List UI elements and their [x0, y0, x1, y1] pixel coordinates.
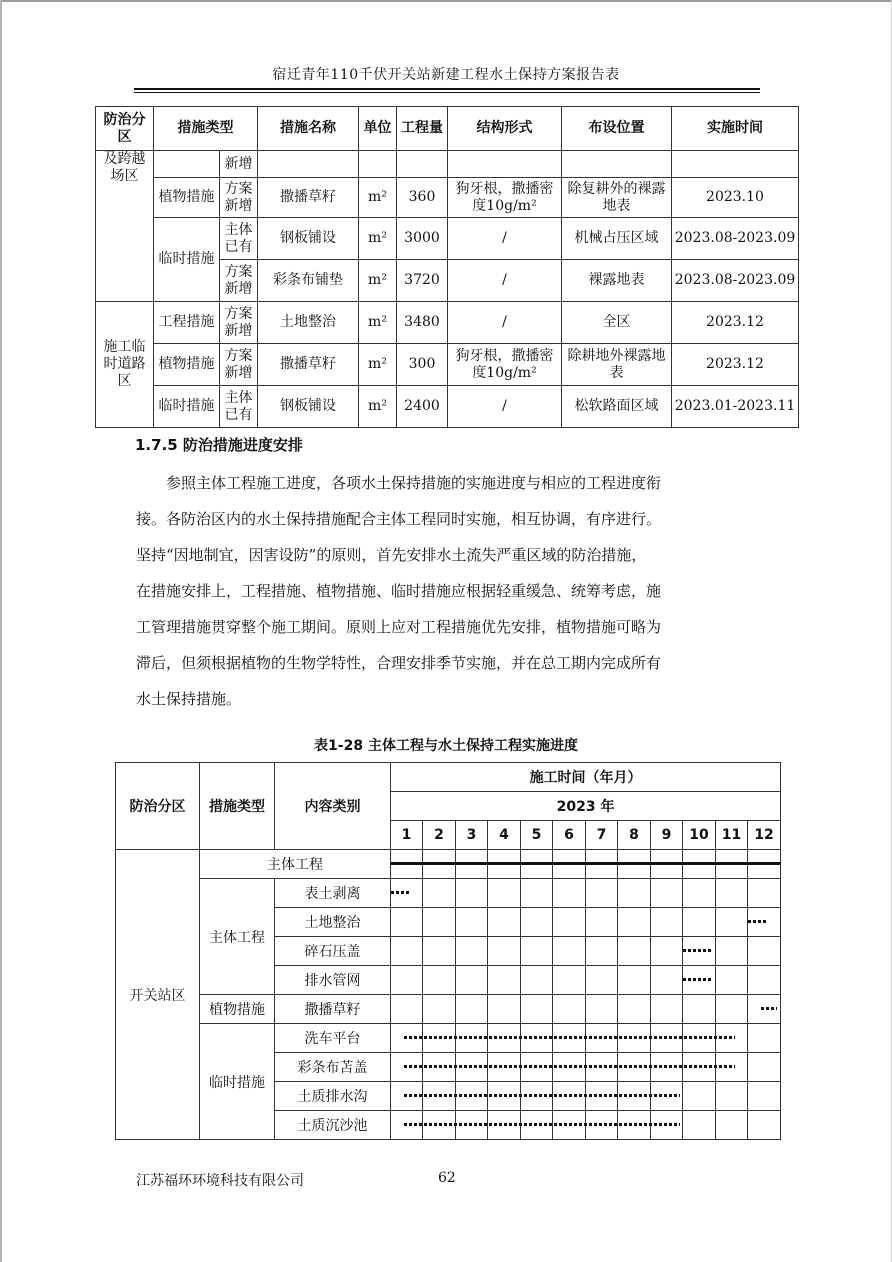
unit-cell: m²: [359, 260, 397, 302]
time-cell: [672, 151, 799, 178]
schedule-row: [116, 995, 781, 1024]
measures-table: [95, 106, 799, 428]
time-cell: 2023.12: [672, 344, 799, 386]
footer-company: 江苏福环环境科技有限公司: [136, 1173, 304, 1189]
section-heading: 1.7.5 防治措施进度安排: [135, 436, 303, 454]
quantity-cell: 3480: [397, 302, 448, 344]
measure-name-cell: 钢板铺设: [258, 386, 359, 428]
header-measure-type: 措施类型: [154, 107, 258, 151]
table-row: [96, 178, 799, 218]
measure-type-cell: 植物措施: [200, 995, 275, 1024]
content-cell: 撒播草籽: [275, 995, 391, 1024]
status-cell: 方案新增: [220, 260, 258, 302]
time-cell: 2023.10: [672, 178, 799, 218]
location-cell: 松软路面区域: [562, 386, 672, 428]
schedule-row: [116, 1024, 781, 1053]
header-zone: 防治分区: [116, 763, 200, 850]
unit-cell: m²: [359, 302, 397, 344]
quantity-cell: 360: [397, 178, 448, 218]
content-cell: 表土剥离: [275, 879, 391, 908]
header-time: 实施时间: [672, 107, 799, 151]
structure-cell: /: [448, 386, 562, 428]
month-header: 3: [456, 821, 488, 850]
month-header: 2: [423, 821, 456, 850]
page-left-border: [0, 0, 2, 1262]
time-cell: 2023.01-2023.11: [672, 386, 799, 428]
content-cell: 彩条布苫盖: [275, 1053, 391, 1082]
table-row: [96, 218, 799, 260]
unit-cell: m²: [359, 178, 397, 218]
header-unit: 单位: [359, 107, 397, 151]
table-row: [96, 344, 799, 386]
header-measure-name: 措施名称: [258, 107, 359, 151]
unit-cell: m²: [359, 218, 397, 260]
month-header: 9: [651, 821, 683, 850]
schedule-row: [116, 879, 781, 908]
page-top-border: [0, 0, 892, 2]
measure-type-cell: 临时措施: [154, 386, 220, 428]
paragraph-line: 水土保持措施。: [136, 690, 242, 708]
zone-cell: 及跨越场区: [96, 151, 154, 302]
measure-type-cell: 植物措施: [154, 344, 220, 386]
location-cell: 机械占压区域: [562, 218, 672, 260]
month-header: 4: [488, 821, 521, 850]
header-time-group: 施工时间（年月）: [391, 763, 781, 792]
zone-cell: 施工临时道路区: [96, 302, 154, 428]
measure-type-cell: 工程措施: [154, 302, 220, 344]
paragraph-line: 接。各防治区内的水土保持措施配合主体工程同时实施，相互协调，有序进行。: [136, 510, 662, 528]
schedule-table: [115, 762, 781, 1140]
section-paragraph: [136, 465, 759, 717]
content-cell: 土质排水沟: [275, 1082, 391, 1111]
unit-cell: [359, 151, 397, 178]
paragraph-line: 滞后，但须根据植物的生物学特性，合理安排季节实施，并在总工期内完成所有: [136, 654, 662, 672]
content-cell: 排水管网: [275, 966, 391, 995]
zone-cell: 开关站区: [116, 850, 200, 1140]
status-cell: 方案新增: [220, 344, 258, 386]
header-content: 内容类别: [275, 763, 391, 850]
table-row: [96, 302, 799, 344]
measure-name-cell: 撒播草籽: [258, 178, 359, 218]
page-number: 62: [438, 1170, 456, 1186]
time-cell: 2023.08-2023.09: [672, 218, 799, 260]
unit-cell: m²: [359, 386, 397, 428]
location-cell: [562, 151, 672, 178]
header-quantity: 工程量: [397, 107, 448, 151]
status-cell: 方案新增: [220, 178, 258, 218]
table-row: [96, 386, 799, 428]
table-row: [96, 151, 799, 178]
quantity-cell: 3000: [397, 218, 448, 260]
time-cell: 2023.12: [672, 302, 799, 344]
status-cell: 主体已有: [220, 386, 258, 428]
measure-type-cell: [154, 151, 220, 178]
structure-cell: /: [448, 218, 562, 260]
structure-cell: 狗牙根，撒播密度10g/m²: [448, 178, 562, 218]
location-cell: 全区: [562, 302, 672, 344]
measure-name-cell: 钢板铺设: [258, 218, 359, 260]
header-structure: 结构形式: [448, 107, 562, 151]
content-cell: 土质沉沙池: [275, 1111, 391, 1140]
location-cell: 除复耕外的裸露地表: [562, 178, 672, 218]
status-cell: 新增: [220, 151, 258, 178]
measure-name-cell: 撒播草籽: [258, 344, 359, 386]
status-cell: 主体已有: [220, 218, 258, 260]
page-header-title: 宿迁青年110千伏开关站新建工程水土保持方案报告表: [272, 67, 620, 83]
paragraph-line: 坚持“因地制宜，因害设防”的原则，首先安排水土流失严重区域的防治措施，: [136, 546, 647, 564]
structure-cell: [448, 151, 562, 178]
structure-cell: /: [448, 302, 562, 344]
quantity-cell: 300: [397, 344, 448, 386]
month-header: 6: [553, 821, 586, 850]
header-measure-type: 措施类型: [200, 763, 275, 850]
structure-cell: /: [448, 260, 562, 302]
content-cell: 洗车平台: [275, 1024, 391, 1053]
table-caption: 表1-28 主体工程与水土保持工程实施进度: [314, 738, 578, 754]
measure-type-cell: 植物措施: [154, 178, 220, 218]
month-header: 10: [683, 821, 716, 850]
measure-type-cell: 主体工程: [200, 879, 275, 995]
status-cell: 方案新增: [220, 302, 258, 344]
header-rule-thin: [134, 92, 760, 93]
measure-name-cell: 土地整治: [258, 302, 359, 344]
header-location: 布设位置: [562, 107, 672, 151]
quantity-cell: 2400: [397, 386, 448, 428]
month-header: 8: [618, 821, 651, 850]
location-cell: 裸露地表: [562, 260, 672, 302]
paragraph-line: 工管理措施贯穿整个施工期间。原则上应对工程措施优先安排，植物措施可略为: [136, 618, 662, 636]
month-header: 7: [586, 821, 618, 850]
month-header: 11: [716, 821, 748, 850]
content-cell: 土地整治: [275, 908, 391, 937]
content-cell: 主体工程: [200, 850, 391, 879]
time-cell: 2023.08-2023.09: [672, 260, 799, 302]
month-header: 5: [521, 821, 553, 850]
header-year: 2023 年: [391, 792, 781, 821]
header-rule: [134, 88, 760, 90]
paragraph-line: 在措施安排上，工程措施、植物措施、临时措施应根据轻重缓急、统筹考虑，施: [136, 582, 662, 600]
paragraph-line: 参照主体工程施工进度，各项水土保持措施的实施进度与相应的工程进度衔: [166, 474, 662, 492]
measure-name-cell: [258, 151, 359, 178]
month-header: 12: [748, 821, 781, 850]
quantity-cell: 3720: [397, 260, 448, 302]
measure-type-cell: 临时措施: [154, 218, 220, 302]
unit-cell: m²: [359, 344, 397, 386]
measure-name-cell: 彩条布铺垫: [258, 260, 359, 302]
quantity-cell: [397, 151, 448, 178]
header-zone: 防治分区: [96, 107, 154, 151]
structure-cell: 狗牙根，撒播密度10g/m²: [448, 344, 562, 386]
measure-type-cell: 临时措施: [200, 1024, 275, 1140]
schedule-row: [116, 850, 781, 879]
location-cell: 除耕地外裸露地表: [562, 344, 672, 386]
content-cell: 碎石压盖: [275, 937, 391, 966]
month-header: 1: [391, 821, 423, 850]
